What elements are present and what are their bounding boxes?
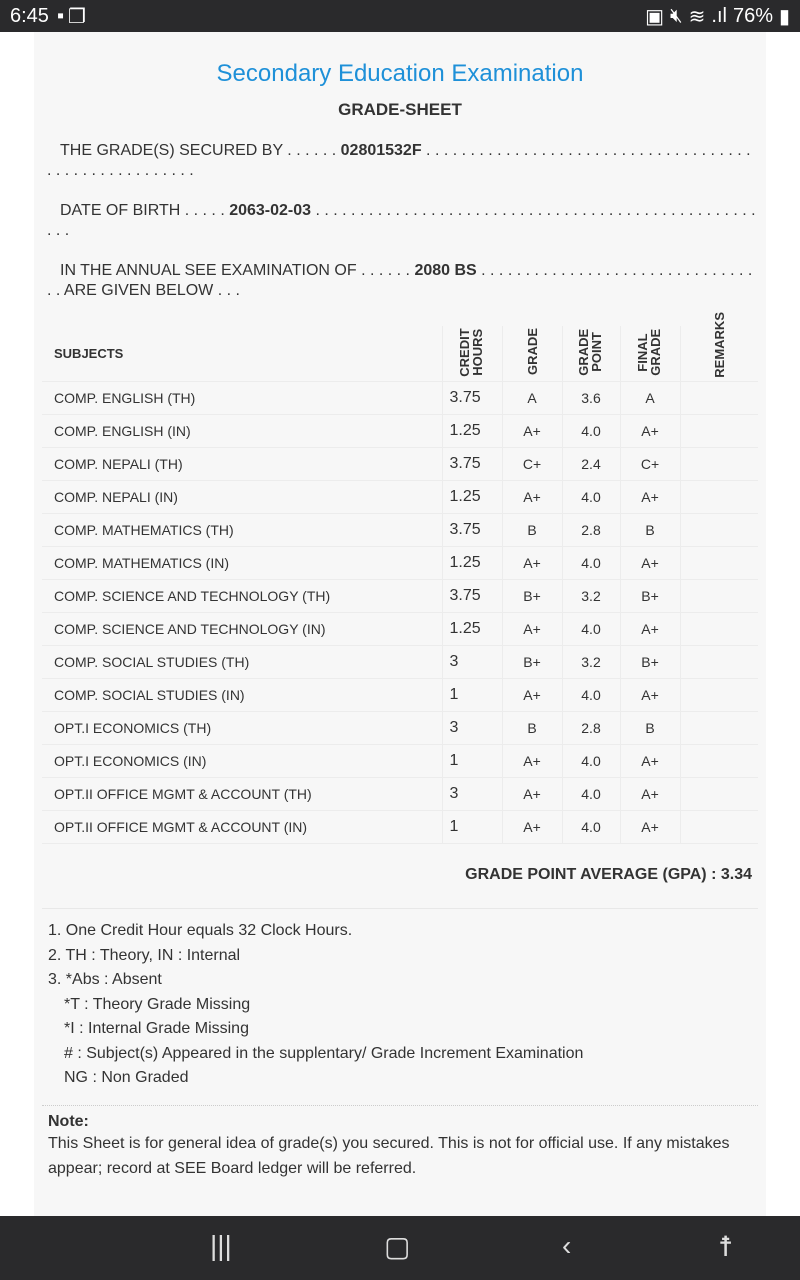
- suffix: . . . . . . . . . . . . . . . . . . . . . . . . . . . . . . . . . ARE GIVEN BELOW . . .: [47, 262, 753, 299]
- gpa: GRADE POINT AVERAGE (GPA) : 3.34: [465, 866, 752, 883]
- back-button[interactable]: ‹: [562, 1230, 572, 1261]
- remarks: [680, 480, 758, 513]
- table-row: [42, 777, 758, 810]
- grade: B+: [502, 645, 562, 678]
- page-subtitle: GRADE-SHEET: [338, 100, 462, 119]
- credit-hours: 1.25: [442, 546, 502, 579]
- camera-icon: ▪: [56, 4, 65, 27]
- wifi-icon: ≋: [688, 5, 706, 28]
- credit-hours: 3.75: [442, 513, 502, 546]
- grade-point: 4.0: [562, 678, 620, 711]
- remarks: [680, 744, 758, 777]
- grade-point: 2.4: [562, 447, 620, 480]
- grade: A+: [502, 414, 562, 447]
- credit-hours: 3: [442, 777, 502, 810]
- grade-point: 3.2: [562, 579, 620, 612]
- table-header: [42, 326, 758, 381]
- accessibility-button[interactable]: ☨: [718, 1231, 734, 1262]
- grade-point: 4.0: [562, 810, 620, 843]
- table-row: [42, 447, 758, 480]
- grade: A: [502, 381, 562, 414]
- final-grade: B: [620, 513, 680, 546]
- table-row: [42, 645, 758, 678]
- grade-point: 2.8: [562, 513, 620, 546]
- grade-point: 4.0: [562, 612, 620, 645]
- credit-hours: 1.25: [442, 414, 502, 447]
- table-row: [42, 744, 758, 777]
- credit-hours: 3.75: [442, 579, 502, 612]
- grade: A+: [502, 480, 562, 513]
- note-item: *T : Theory Grade Missing: [64, 995, 251, 1013]
- final-grade: C+: [620, 447, 680, 480]
- note-item: *I : Internal Grade Missing: [64, 1020, 249, 1037]
- legend-notes: [42, 908, 758, 1101]
- status-bar: [0, 0, 800, 32]
- grade-point: 3.2: [562, 645, 620, 678]
- table-row: [42, 579, 758, 612]
- final-grade: A+: [620, 546, 680, 579]
- remarks: [680, 414, 758, 447]
- grade-point: 3.6: [562, 381, 620, 414]
- remarks: [680, 810, 758, 843]
- credit-hours: 1.25: [442, 612, 502, 645]
- final-grade: B: [620, 711, 680, 744]
- subject: COMP. SCIENCE AND TECHNOLOGY (IN): [42, 612, 442, 645]
- credit-hours: 3.75: [442, 381, 502, 414]
- subject: OPT.II OFFICE MGMT & ACCOUNT (TH): [42, 777, 442, 810]
- grade-point: 4.0: [562, 744, 620, 777]
- note-item: 3. *Abs : Absent: [48, 971, 162, 988]
- credit-hours: 1.25: [442, 480, 502, 513]
- table-row: [42, 381, 758, 414]
- final-grade: B+: [620, 579, 680, 612]
- table-row: [42, 480, 758, 513]
- remarks: [680, 381, 758, 414]
- header-credit-hours: CREDIT HOURS: [457, 327, 485, 377]
- grade: A+: [502, 810, 562, 843]
- final-grade: A+: [620, 777, 680, 810]
- symbol-number: 02801532F: [340, 142, 422, 159]
- grade-point: 4.0: [562, 777, 620, 810]
- credit-hours: 3: [442, 711, 502, 744]
- subject: OPT.II OFFICE MGMT & ACCOUNT (IN): [42, 810, 442, 843]
- remarks: [680, 612, 758, 645]
- table-row: [42, 612, 758, 645]
- final-grade: A+: [620, 744, 680, 777]
- final-grade: A+: [620, 678, 680, 711]
- navigation-bar: [0, 1216, 800, 1280]
- exam-line: [47, 261, 757, 301]
- final-grade: B+: [620, 645, 680, 678]
- remarks: [680, 546, 758, 579]
- grade: B: [502, 513, 562, 546]
- battery-saver-icon: ▣: [645, 5, 665, 28]
- grade: B+: [502, 579, 562, 612]
- note-text: This Sheet is for general idea of grade(s) you secured. This is not for official use. If any mistakes appear; record at SEE Board ledger will be referred.: [48, 1135, 730, 1177]
- grade: B: [502, 711, 562, 744]
- note-item: 2. TH : Theory, IN : Internal: [48, 946, 241, 964]
- label: THE GRADE(S) SECURED BY . . . . . .: [60, 142, 341, 159]
- label: DATE OF BIRTH . . . . .: [60, 202, 230, 219]
- clock: 6:45: [10, 4, 49, 27]
- final-grade: A+: [620, 480, 680, 513]
- subject: OPT.I ECONOMICS (TH): [42, 711, 442, 744]
- note-title: Note:: [48, 1113, 89, 1130]
- mute-icon: 🔇︎: [670, 4, 683, 27]
- exam-year: 2080 BS: [414, 262, 477, 279]
- table-row: [42, 513, 758, 546]
- grade: A+: [502, 678, 562, 711]
- remarks: [680, 579, 758, 612]
- table-row: [42, 546, 758, 579]
- subject: COMP. MATHEMATICS (IN): [42, 546, 442, 579]
- credit-hours: 3: [442, 645, 502, 678]
- date-of-birth: 2063-02-03: [229, 202, 312, 219]
- dots: . . . . . . . . . . . . . . . . . . . . . . . . . . . . . . . . . . . . . . . . . . . . . . . . . . . . . .: [47, 142, 751, 179]
- header-remarks: REMARKS: [711, 312, 727, 378]
- subject: COMP. SOCIAL STUDIES (IN): [42, 678, 442, 711]
- signal-icon: .ıl: [711, 4, 727, 27]
- grades-table: [42, 312, 758, 844]
- subject: OPT.I ECONOMICS (IN): [42, 744, 442, 777]
- table-row: [42, 678, 758, 711]
- subject: COMP. MATHEMATICS (TH): [42, 513, 442, 546]
- table-row: [42, 414, 758, 447]
- dots: . . . . . . . . . . . . . . . . . . . . . . . . . . . . . . . . . . . . . . . . . . . . . . . . . . . . .: [47, 202, 756, 239]
- subject: COMP. SCIENCE AND TECHNOLOGY (TH): [42, 579, 442, 612]
- final-grade: A+: [620, 612, 680, 645]
- battery-level: 76%: [732, 4, 773, 27]
- grade-point: 2.8: [562, 711, 620, 744]
- header-subjects: SUBJECTS: [42, 326, 442, 381]
- dob-line: [47, 201, 757, 241]
- page-title: Secondary Education Examination: [216, 60, 584, 87]
- remarks: [680, 513, 758, 546]
- label: IN THE ANNUAL SEE EXAMINATION OF . . . . . .: [60, 262, 415, 279]
- final-grade: A+: [620, 810, 680, 843]
- grade: A+: [502, 612, 562, 645]
- final-grade: A+: [620, 414, 680, 447]
- subject: COMP. ENGLISH (TH): [42, 381, 442, 414]
- header-grade: GRADE: [524, 328, 540, 376]
- header-grade-point: GRADE POINT: [576, 328, 604, 376]
- disclaimer: [42, 1105, 758, 1184]
- remarks: [680, 711, 758, 744]
- secured-by-line: [47, 141, 757, 181]
- remarks: [680, 645, 758, 678]
- subject: COMP. NEPALI (IN): [42, 480, 442, 513]
- credit-hours: 1: [442, 744, 502, 777]
- grade-point: 4.0: [562, 414, 620, 447]
- grade: A+: [502, 546, 562, 579]
- table-row: [42, 711, 758, 744]
- grade: C+: [502, 447, 562, 480]
- table-row: [42, 810, 758, 843]
- grade-point: 4.0: [562, 480, 620, 513]
- note-item: # : Subject(s) Appeared in the supplentary/ Grade Increment Examination: [64, 1044, 584, 1062]
- copy-icon: ❐: [68, 5, 86, 28]
- credit-hours: 3.75: [442, 447, 502, 480]
- subject: COMP. ENGLISH (IN): [42, 414, 442, 447]
- battery-icon: ▮: [778, 5, 790, 28]
- credit-hours: 1: [442, 678, 502, 711]
- remarks: [680, 678, 758, 711]
- final-grade: A: [620, 381, 680, 414]
- credit-hours: 1: [442, 810, 502, 843]
- subject: COMP. SOCIAL STUDIES (TH): [42, 645, 442, 678]
- subject: COMP. NEPALI (TH): [42, 447, 442, 480]
- remarks: [680, 777, 758, 810]
- remarks: [680, 447, 758, 480]
- note-item: 1. One Credit Hour equals 32 Clock Hours.: [48, 922, 353, 939]
- home-button[interactable]: ▢: [384, 1231, 411, 1262]
- note-item: NG : Non Graded: [64, 1069, 189, 1086]
- grade: A+: [502, 777, 562, 810]
- recent-apps-button[interactable]: |||: [210, 1230, 232, 1261]
- header-final-grade: FINAL GRADE: [635, 328, 663, 376]
- grade-point: 4.0: [562, 546, 620, 579]
- grade: A+: [502, 744, 562, 777]
